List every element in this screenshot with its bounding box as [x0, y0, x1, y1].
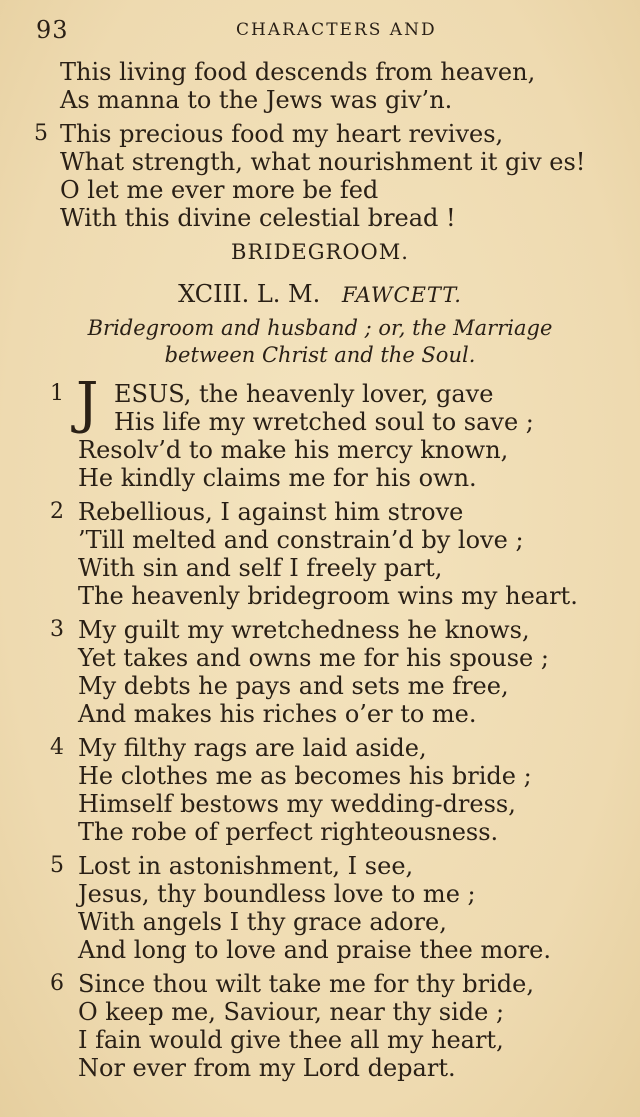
- verse-line: Jesus, thy boundless love to me ;: [78, 880, 476, 908]
- verse-line: Lost in astonishment, I see,: [78, 852, 414, 880]
- verse-line: Yet takes and owns me for his spouse ;: [78, 644, 549, 672]
- stanza-number: 5: [34, 121, 48, 146]
- verse-line: ’Till melted and constrain’d by love ;: [78, 526, 524, 554]
- verse-line: With angels I thy grace adore,: [78, 908, 447, 936]
- verse-line: I fain would give thee all my heart,: [78, 1026, 504, 1054]
- verse-line: Since thou wilt take me for thy bride,: [78, 970, 534, 998]
- hymn-subtitle-line2: between Christ and the Soul.: [164, 343, 476, 367]
- verse-line: This living food descends from heaven,: [60, 58, 536, 86]
- verse-line: ESUS, the heavenly lover, gave: [114, 380, 494, 408]
- verse-line: Nor ever from my Lord depart.: [78, 1054, 456, 1082]
- verse-line: Rebellious, I against him strove: [78, 498, 464, 526]
- hymn-number-meter: XCIII. L. M.: [178, 280, 321, 308]
- running-head: CHARACTERS AND: [236, 20, 437, 40]
- verse-line: The robe of perfect righteousness.: [78, 818, 499, 846]
- verse-line: And makes his riches o’er to me.: [78, 700, 477, 728]
- verse-line: O keep me, Saviour, near thy side ;: [78, 998, 505, 1026]
- verse-line: My guilt my wretchedness he knows,: [78, 616, 530, 644]
- verse-line: He clothes me as becomes his bride ;: [78, 762, 532, 790]
- stanza-number: 1: [50, 381, 64, 406]
- verse-line: My filthy rags are laid aside,: [78, 734, 427, 762]
- verse-line: What strength, what nourishment it giv es!: [60, 148, 586, 176]
- verse-line: And long to love and praise thee more.: [78, 936, 551, 964]
- verse-line: His life my wretched soul to save ;: [114, 408, 534, 436]
- stanza-number: 6: [50, 971, 64, 996]
- stanza-number: 4: [50, 735, 64, 760]
- page-number: 93: [36, 16, 69, 44]
- drop-cap: J: [76, 371, 99, 436]
- hymn-heading: [0, 280, 640, 308]
- verse-line: Resolv’d to make his mercy known,: [78, 436, 509, 464]
- verse-line: As manna to the Jews was giv’n.: [60, 86, 453, 114]
- verse-line: He kindly claims me for his own.: [78, 464, 477, 492]
- stanza-number: 3: [50, 617, 64, 642]
- verse-line: With this divine celestial bread !: [60, 204, 456, 232]
- verse-line: The heavenly bridegroom wins my heart.: [78, 582, 578, 610]
- verse-line: O let me ever more be fed: [60, 176, 379, 204]
- section-title: BRIDEGROOM.: [231, 240, 409, 264]
- page-header: [36, 16, 604, 50]
- verse-line: With sin and self I freely part,: [78, 554, 443, 582]
- stanza-number: 5: [50, 853, 64, 878]
- verse-line: Himself bestows my wedding-dress,: [78, 790, 516, 818]
- verse-line: This precious food my heart revives,: [60, 120, 504, 148]
- hymn-subtitle-line1: Bridegroom and husband ; or, the Marriage: [87, 316, 553, 340]
- stanza-number: 2: [50, 499, 64, 524]
- verse-line: My debts he pays and sets me free,: [78, 672, 509, 700]
- hymn-author: FAWCETT.: [341, 283, 462, 307]
